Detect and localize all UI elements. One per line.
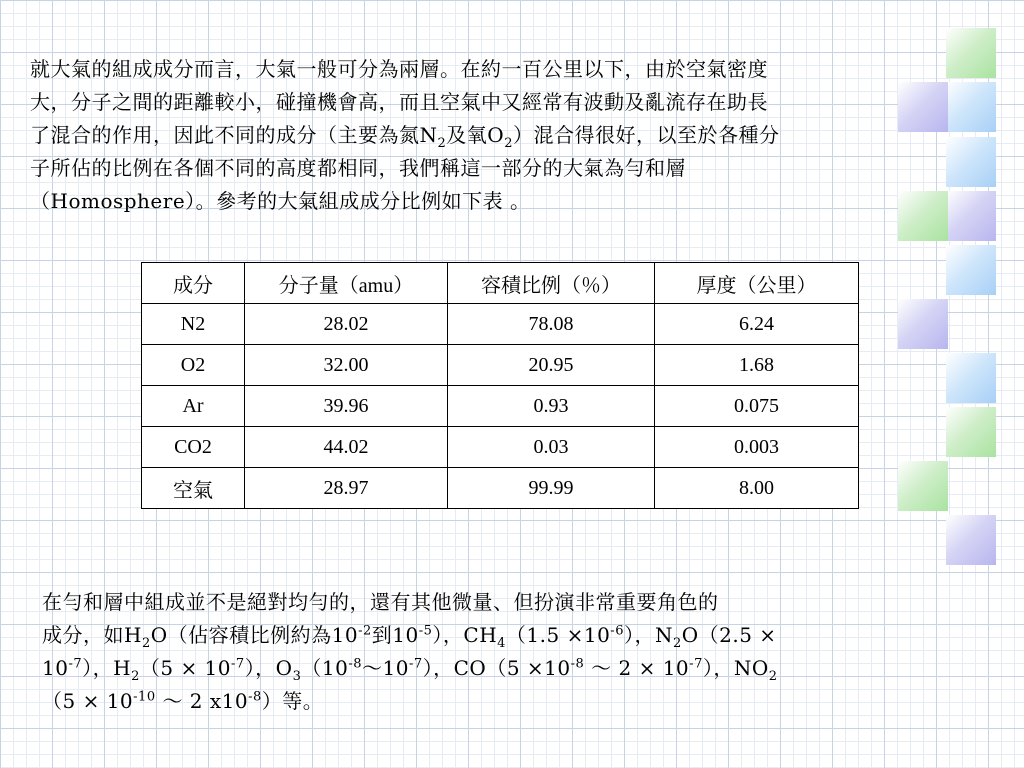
table-cell: 28.97 [245,468,448,509]
subscript: 2 [437,136,447,151]
table-cell: 20.95 [448,345,655,386]
table-row [142,345,859,386]
superscript: -5 [418,623,433,639]
intro-line: 大，分子之間的距離較小，碰撞機會高，而且空氣中又經常有波動及亂流存在助長 [30,90,768,114]
trace-line [42,619,778,652]
header-molecular-weight: 分子量（amu） [245,263,448,304]
trace-text: ），N [623,623,673,647]
table-cell: 1.68 [655,345,859,386]
subscript: 2 [672,636,682,651]
decor-square [898,191,948,241]
table-row [142,468,859,509]
table-cell: N2 [142,304,245,345]
trace-text: （10 [301,656,349,680]
trace-gases-paragraph [42,586,778,718]
header-thickness: 厚度（公里） [655,263,859,304]
table-cell: 32.00 [245,345,448,386]
subscript: 2 [131,669,140,684]
trace-line [42,685,778,718]
table-cell: 78.08 [448,304,655,345]
superscript: -2 [358,623,372,639]
superscript: -7 [408,656,423,672]
trace-text: O（2.5 × [681,623,777,647]
table-cell: 44.02 [245,427,448,468]
trace-text: 10 [42,656,69,680]
intro-text: 了混合的作用，因此不同的成分（主要為氮N [30,123,438,147]
decor-square [946,407,996,457]
subscript: 2 [141,636,151,651]
superscript: -7 [689,656,703,672]
decor-square [898,299,948,349]
trace-text: （5 × 10 [42,689,134,713]
subscript: 2 [504,136,513,151]
header-component: 成分 [142,263,245,304]
table-cell: 39.96 [245,386,448,427]
table-row [142,304,859,345]
trace-text: ），CO（5 ×10 [422,656,571,680]
superscript: -10 [133,689,156,705]
subscript: 4 [497,636,506,651]
table-cell: 空氣 [142,468,245,509]
trace-text: ～10 [362,656,409,680]
subscript: 3 [292,669,302,684]
trace-text: ）等。 [261,689,324,713]
superscript: -6 [610,623,624,639]
trace-line [42,652,778,685]
decor-square [898,82,948,132]
trace-text: ～ 2 x10 [155,689,249,713]
decor-square [946,353,996,403]
superscript: -7 [68,656,83,672]
table-header-row [142,263,859,304]
decor-square [898,461,948,511]
trace-text: ），NO [702,656,769,680]
table-cell: 0.03 [448,427,655,468]
table-row [142,427,859,468]
table-cell: 28.02 [245,304,448,345]
superscript: -8 [570,656,585,672]
trace-text: 到10 [371,623,419,647]
table-row [142,386,859,427]
intro-line: 子所佔的比例在各個不同的高度都相同，我們稱這一部分的大氣為勻和層 [30,156,686,180]
decor-square [946,245,996,295]
superscript: -8 [248,689,262,705]
table-cell: 0.075 [655,386,859,427]
decor-square [946,137,996,187]
superscript: -8 [348,656,362,672]
table-cell: 99.99 [448,468,655,509]
table-cell: O2 [142,345,245,386]
trace-text: ～ 2 × 10 [584,656,690,680]
table-cell: Ar [142,386,245,427]
intro-line [30,119,779,152]
intro-text: 及氧O [446,123,505,147]
trace-line: 在勻和層中組成並不是絕對均勻的，還有其他微量、但扮演非常重要角色的 [42,590,719,614]
header-volume-ratio: 容積比例（％） [448,263,655,304]
trace-text: ），CH [432,623,498,647]
decor-square [946,191,996,241]
trace-text: （5 × 10 [139,656,232,680]
table-cell: 6.24 [655,304,859,345]
table-cell: 0.003 [655,427,859,468]
trace-text: （1.5 ×10 [505,623,611,647]
subscript: 2 [768,669,778,684]
trace-text: O（佔容積比例約為10 [150,623,359,647]
table-cell: CO2 [142,427,245,468]
intro-line: 就大氣的組成成分而言，大氣一般可分為兩層。在約一百公里以下，由於空氣密度 [30,57,768,81]
composition-table [141,262,859,509]
trace-text: 成分，如H [42,623,142,647]
trace-text: ），O [244,656,293,680]
intro-line: （Homosphere）。參考的大氣組成成分比例如下表 。 [30,189,531,213]
intro-text: ）混合得很好，以至於各種分 [512,123,780,147]
intro-paragraph [30,53,779,218]
decor-square [946,82,996,132]
table-cell: 0.93 [448,386,655,427]
decor-square [946,28,996,78]
decor-square [946,515,996,565]
table-cell: 8.00 [655,468,859,509]
superscript: -7 [231,656,245,672]
trace-text: ），H [82,656,132,680]
